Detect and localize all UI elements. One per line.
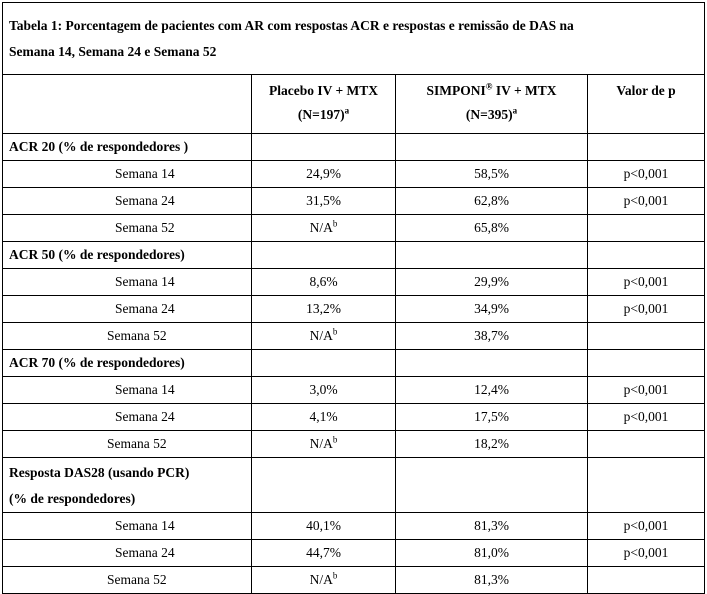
week-label: Semana 14 xyxy=(3,513,252,540)
placebo-footnote: a xyxy=(344,105,350,116)
week-label: Semana 24 xyxy=(3,404,252,431)
section-row xyxy=(3,350,705,377)
p-value: p<0,001 xyxy=(588,188,705,215)
section-row xyxy=(3,458,705,513)
table-row xyxy=(3,323,705,350)
simponi-suffix: IV + MTX xyxy=(492,83,557,98)
simponi-value: 65,8% xyxy=(396,215,588,242)
p-value: p<0,001 xyxy=(588,161,705,188)
simponi-value: 12,4% xyxy=(396,377,588,404)
simponi-value: 38,7% xyxy=(396,323,588,350)
header-row xyxy=(3,75,705,134)
section-row xyxy=(3,242,705,269)
week-label: Semana 24 xyxy=(3,188,252,215)
title-line-2: Semana 14, Semana 24 e Semana 52 xyxy=(9,43,217,59)
simponi-value: 81,0% xyxy=(396,540,588,567)
registered-mark: ® xyxy=(485,81,493,92)
simponi-name: SIMPONI xyxy=(426,83,486,98)
table-row xyxy=(3,404,705,431)
simponi-footnote: a xyxy=(512,105,518,116)
p-value: p<0,001 xyxy=(588,513,705,540)
section-label: Resposta DAS28 (usando PCR) (% de respondedores) xyxy=(3,458,252,513)
p-value: p<0,001 xyxy=(588,404,705,431)
placebo-value: 4,1% xyxy=(252,404,396,431)
footnote-b: b xyxy=(332,434,338,445)
placebo-value: $N/A^b$ xyxy=(252,431,396,458)
week-label: Semana 24 xyxy=(3,540,252,567)
placebo-line-2: (N=197) xyxy=(297,107,345,122)
simponi-value: 18,2% xyxy=(396,431,588,458)
placebo-value: 3,0% xyxy=(252,377,396,404)
placebo-value: $N/A^b$ xyxy=(252,567,396,594)
week-label: Semana 52 xyxy=(3,567,252,594)
week-label: Semana 24 xyxy=(3,296,252,323)
placebo-value: 44,7% xyxy=(252,540,396,567)
placebo-line-1: Placebo IV + MTX xyxy=(268,83,379,98)
footnote-b: b xyxy=(332,218,338,229)
simponi-value: 34,9% xyxy=(396,296,588,323)
week-label: Semana 14 xyxy=(3,161,252,188)
simponi-value: 81,3% xyxy=(396,567,588,594)
simponi-value: 81,3% xyxy=(396,513,588,540)
placebo-value: 8,6% xyxy=(252,269,396,296)
week-label: Semana 52 xyxy=(3,431,252,458)
placebo-value: 40,1% xyxy=(252,513,396,540)
table-row xyxy=(3,540,705,567)
table-row xyxy=(3,567,705,594)
table-row xyxy=(3,269,705,296)
section-label: ACR 70 (% de respondedores) xyxy=(3,350,252,377)
header-pvalue: Valor de p xyxy=(588,75,705,134)
header-simponi xyxy=(396,75,588,134)
p-value: p<0,001 xyxy=(588,296,705,323)
p-value xyxy=(588,215,705,242)
footnote-b: b xyxy=(332,326,338,337)
week-label: Semana 52 xyxy=(3,323,252,350)
section-row xyxy=(3,134,705,161)
simponi-line-2: (N=395) xyxy=(465,107,513,122)
p-value xyxy=(588,431,705,458)
placebo-value: 13,2% xyxy=(252,296,396,323)
table-row xyxy=(3,215,705,242)
placebo-value: $N/A^b$ xyxy=(252,323,396,350)
simponi-value: 62,8% xyxy=(396,188,588,215)
week-label: Semana 52 xyxy=(3,215,252,242)
p-value: p<0,001 xyxy=(588,540,705,567)
placebo-value: 24,9% xyxy=(252,161,396,188)
table-row xyxy=(3,296,705,323)
header-empty xyxy=(3,75,252,134)
footnote-b: b xyxy=(332,570,338,581)
header-placebo xyxy=(252,75,396,134)
table-row xyxy=(3,431,705,458)
table-title xyxy=(3,3,705,75)
p-value: p<0,001 xyxy=(588,269,705,296)
p-value: p<0,001 xyxy=(588,377,705,404)
p-value xyxy=(588,323,705,350)
week-label: Semana 14 xyxy=(3,377,252,404)
section-label: ACR 20 (% de respondedores ) xyxy=(3,134,252,161)
title-row xyxy=(3,3,705,75)
placebo-value: $N/A^b$ xyxy=(252,215,396,242)
table-row xyxy=(3,377,705,404)
title-line-1: Tabela 1: Porcentagem de pacientes com AR com respostas ACR e respostas e remissão de DAS na xyxy=(9,17,574,33)
placebo-value: 31,5% xyxy=(252,188,396,215)
table-row xyxy=(3,188,705,215)
section-label: ACR 50 (% de respondedores) xyxy=(3,242,252,269)
table-row xyxy=(3,161,705,188)
week-label: Semana 14 xyxy=(3,269,252,296)
results-table xyxy=(2,2,705,594)
table-row xyxy=(3,513,705,540)
simponi-value: 29,9% xyxy=(396,269,588,296)
p-value xyxy=(588,567,705,594)
simponi-value: 58,5% xyxy=(396,161,588,188)
simponi-value: 17,5% xyxy=(396,404,588,431)
